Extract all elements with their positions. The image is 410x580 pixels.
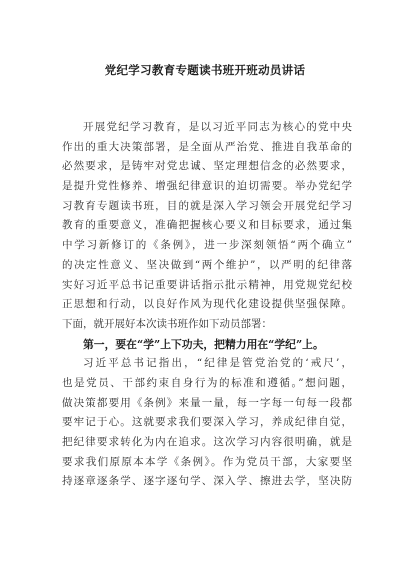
body-line: 习近平总书记指出，“纪律是管党治党的‘戒尺’， xyxy=(83,357,352,370)
body-line: 要牢记于心。这就要求我们要深入学习，养成纪律自觉， xyxy=(62,416,352,429)
document-title: 党纪学习教育专题读书班开班动员讲话 xyxy=(104,63,306,77)
body-line: 要求我们原原本本学《条例》。作为党员干部，大家要坚 xyxy=(62,455,352,468)
section-heading: 第一，要在“学”上下功夫，把精力用在“学纪”上。 xyxy=(83,337,324,351)
body-line: 教育的重要意义，准确把握核心要义和目标要求，通过集 xyxy=(62,219,352,232)
body-line: 把纪律要求转化为内在追求。这次学习内容很明确，就是 xyxy=(62,436,352,448)
body-line: 必然要求，是铸牢对党忠诚、坚定理想信念的必然要求， xyxy=(62,160,352,173)
body-line: 作出的重大决策部署，是全面从严治党、推进自我革命的 xyxy=(62,140,352,153)
body-line: 的决定性意义、坚决做到“两个维护”，以严明的纪律落 xyxy=(62,258,352,271)
body-line: 持逐章逐条学、逐字逐句学、深入学、擦进去学，坚决防 xyxy=(62,475,352,488)
document-body xyxy=(62,118,352,492)
body-line: 下面，就开展好本次读书班作如下动员部署： xyxy=(62,317,272,330)
body-line: 开展党纪学习教育，是以习近平同志为核心的党中央 xyxy=(83,121,352,133)
body-line: 做决策都要用《条例》来量一量，每一字每一句每一段都 xyxy=(62,396,352,409)
body-line: 习教育专题读书班，目的就是深入学习领会开展党纪学习 xyxy=(62,199,352,212)
body-line: 也是党员、干部约束自身行为的标准和遵循。”想问题， xyxy=(62,376,352,389)
body-line: 是提升党性修养、增强纪律意识的迫切需要。举办党纪学 xyxy=(62,180,352,193)
body-line: 实好习近平总书记重要讲话指示批示精神，用党规党纪校 xyxy=(62,278,352,291)
body-line: 正思想和行动，以良好作风为现代化建设提供坚强保障。 xyxy=(62,298,352,311)
body-line: 中学习新修订的《条例》，进一步深刻领悟“两个确立” xyxy=(62,239,352,252)
